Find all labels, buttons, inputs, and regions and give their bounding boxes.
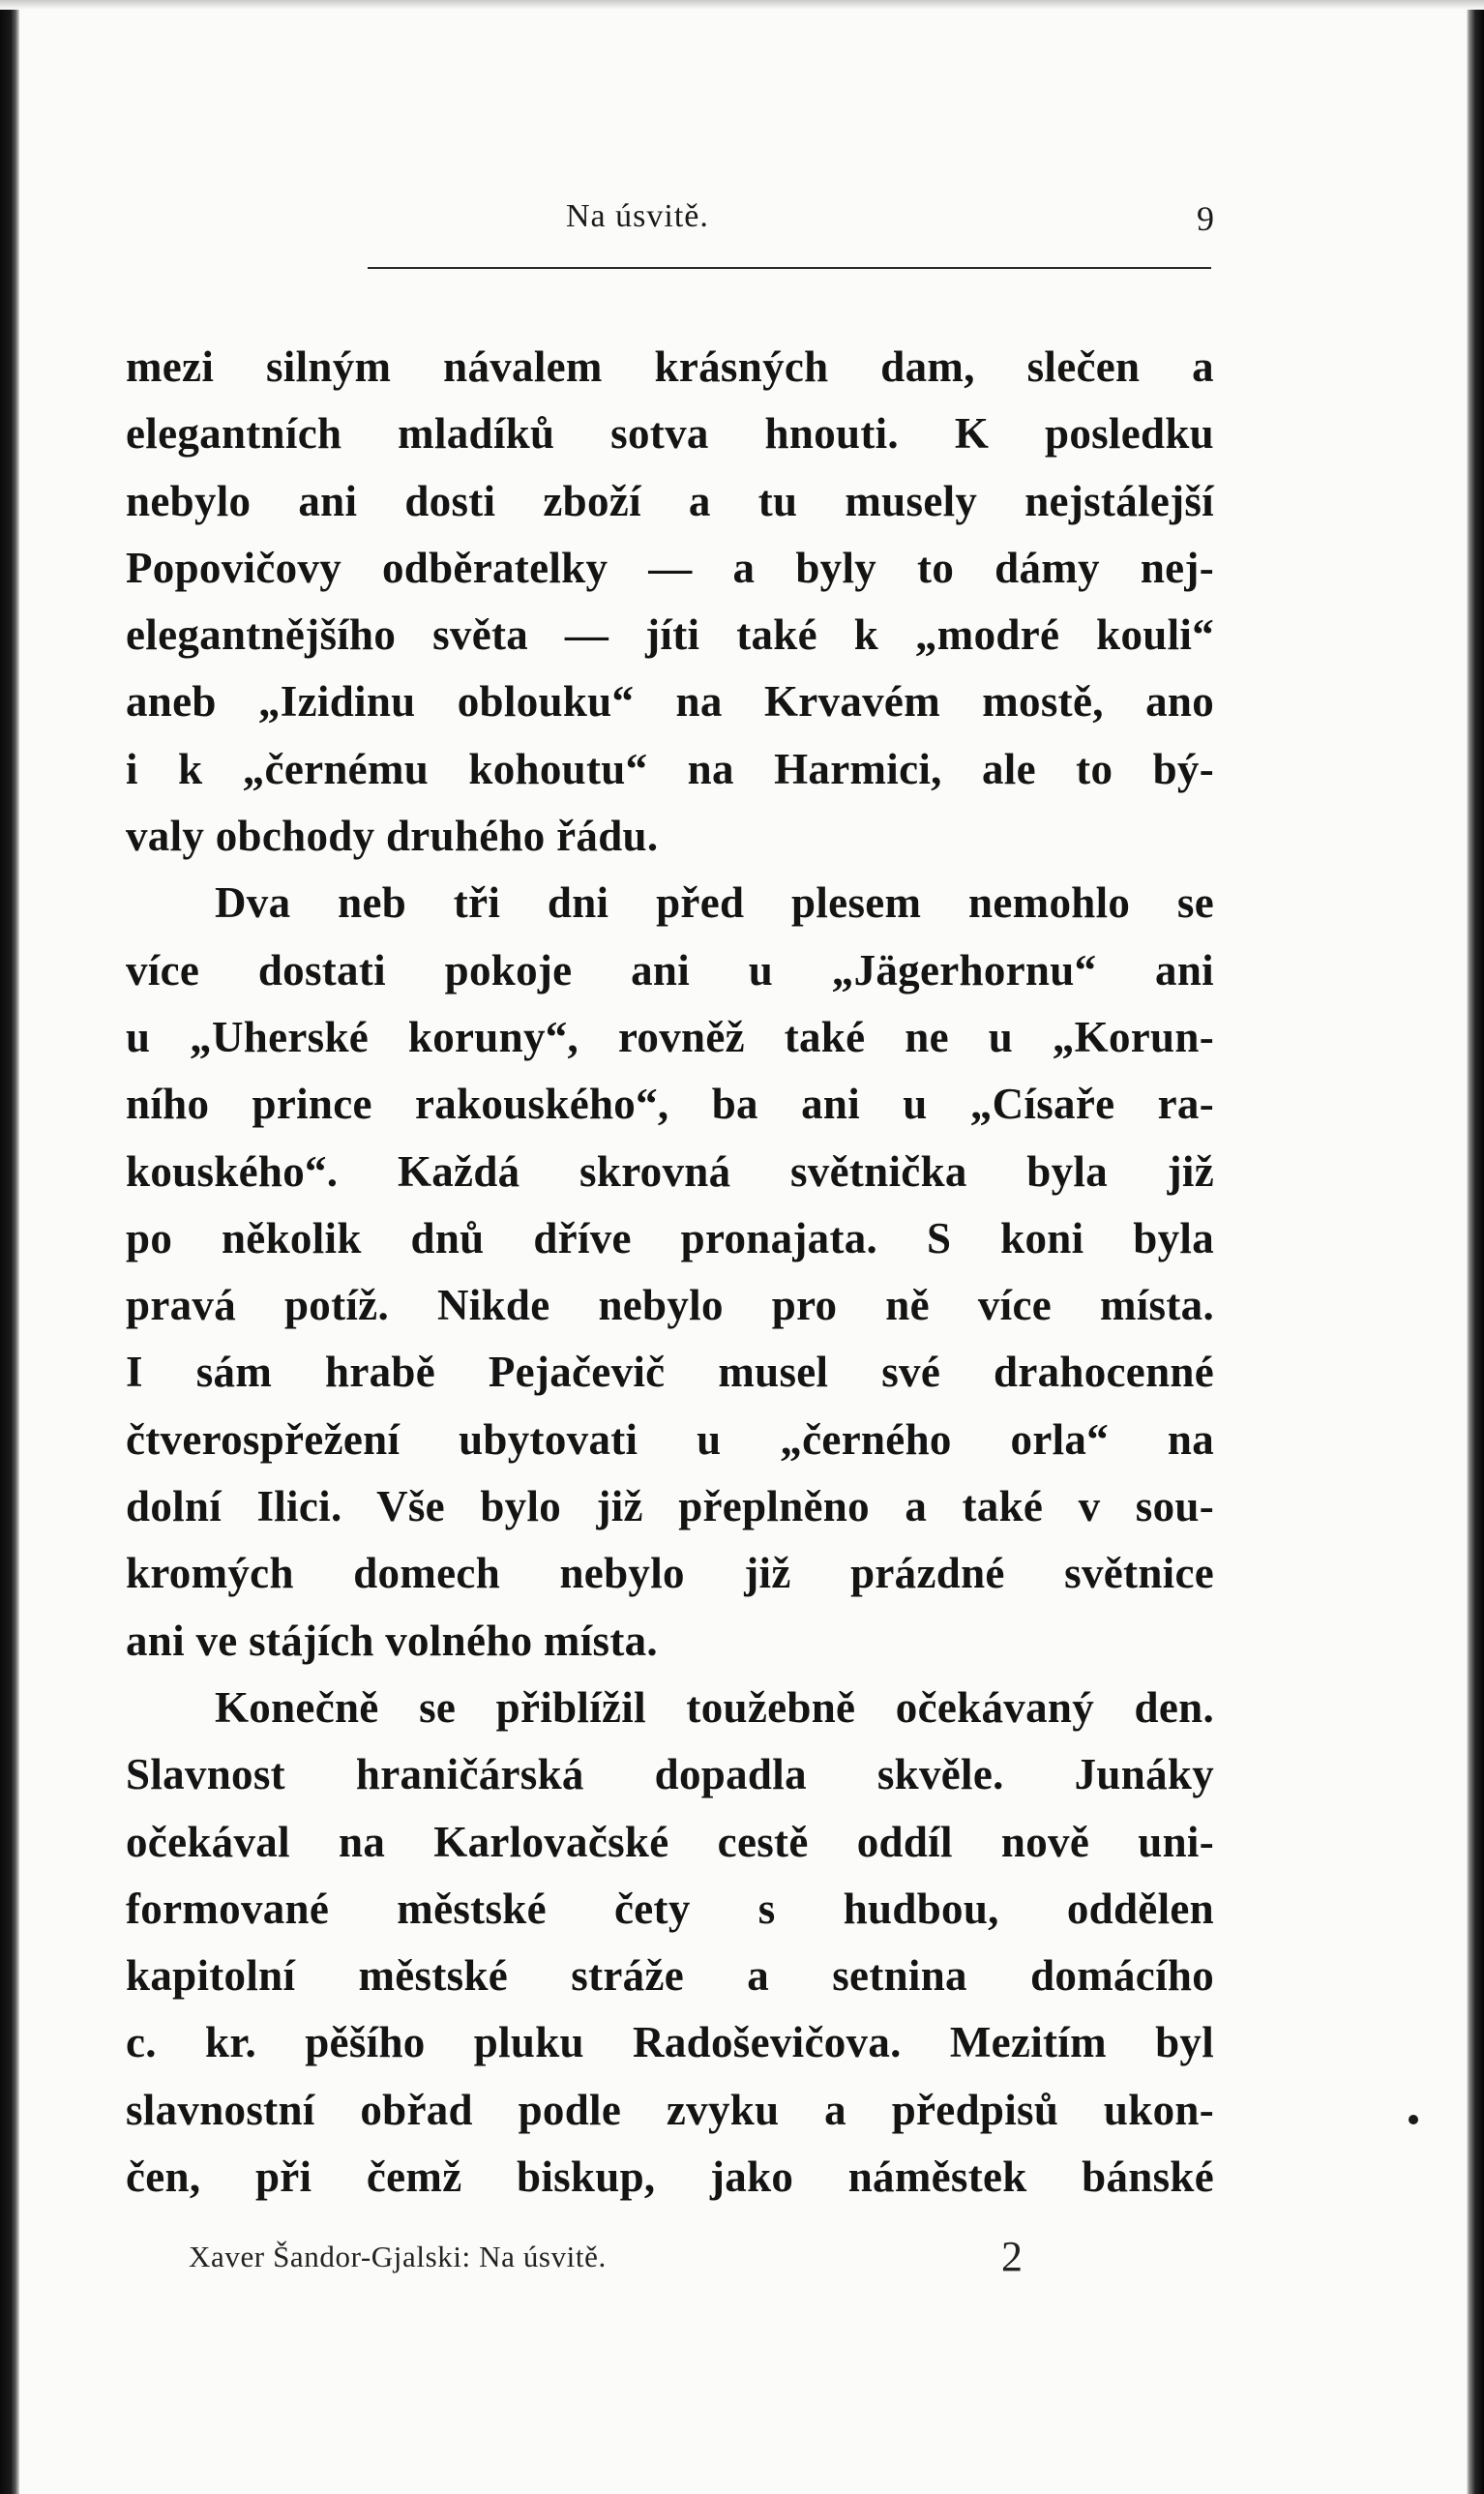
header-rule [368, 267, 1211, 269]
text-line: elegantních mladíků sotva hnouti. K posledku [126, 409, 1214, 459]
signature-line: Xaver Šandor-Gjalski: Na úsvitě. [189, 2240, 607, 2273]
text-line: formované městské čety s hudbou, oddělen [126, 1884, 1214, 1933]
text-line: nebylo ani dosti zboží a tu musely nejstálejší [126, 476, 1214, 525]
sheet-mark: 2 [1001, 2233, 1023, 2280]
text-line: pravá potíž. Nikde nebylo pro ně více místa. [126, 1281, 1214, 1330]
left-binding-edge [0, 0, 19, 2494]
text-line: Slavnost hraničárská dopadla skvěle. Junáky [126, 1750, 1214, 1799]
page-number: 9 [1197, 199, 1214, 238]
paragraph-start-line: Dva neb tři dni před plesem nemohlo se [215, 878, 1214, 928]
text-line: aneb „Izidinu oblouku“ na Krvavém mostě, ano [126, 677, 1214, 727]
text-line: mezi silným návalem krásných dam, slečen a [126, 342, 1214, 391]
text-line: c. kr. pěšího pluku Radoševičova. Mezitím byl [126, 2018, 1214, 2067]
text-line: ani ve stájích volného místa. [126, 1616, 658, 1665]
right-page-edge [1467, 0, 1484, 2494]
text-line: ního prince rakouského“, ba ani u „Císaře ra- [126, 1080, 1214, 1129]
running-title: Na úsvitě. [566, 198, 709, 234]
text-line: kromých domech nebylo již prázdné světnice [126, 1549, 1214, 1598]
body-text [126, 334, 1214, 2211]
text-line: slavnostní obřad podle zvyku a předpisů ukon- [126, 2085, 1214, 2134]
text-line: kouského“. Každá skrovná světnička byla již [126, 1146, 1214, 1196]
text-line: I sám hrabě Pejačevič musel své drahocenné [126, 1348, 1214, 1397]
text-line: čtverospřežení ubytovati u „černého orla“ na [126, 1414, 1214, 1464]
text-line: očekával na Karlovačské cestě oddíl nově uni- [126, 1817, 1214, 1866]
text-line: i k „černému kohoutu“ na Harmici, ale to bý- [126, 744, 1214, 793]
page-footer [189, 2232, 1059, 2290]
text-line: u „Uherské koruny“, rovněž také ne u „Korun- [126, 1012, 1214, 1061]
text-line: Popovičovy odběratelky — a byly to dámy nej- [126, 543, 1214, 592]
text-line: po několik dnů dříve pronajata. S koni byla [126, 1213, 1214, 1262]
paragraph-start-line: Konečně se přiblížil toužebně očekávaný den. [215, 1682, 1214, 1732]
page-header [126, 198, 1214, 256]
scan-speck [1409, 2115, 1418, 2124]
text-line: čen, při čemž biskup, jako náměstek bánské [126, 2153, 1214, 2202]
text-line: elegantnějšího světa — jíti také k „modré kouli“ [126, 610, 1214, 660]
text-line: dolní Ilici. Vše bylo již přeplněno a také v sou- [126, 1482, 1214, 1531]
text-line: více dostati pokoje ani u „Jägerhornu“ ani [126, 945, 1214, 995]
text-line: kapitolní městské stráže a setnina domácího [126, 1951, 1214, 2001]
text-line: valy obchody druhého řádu. [126, 812, 659, 861]
top-page-edge [0, 0, 1484, 10]
